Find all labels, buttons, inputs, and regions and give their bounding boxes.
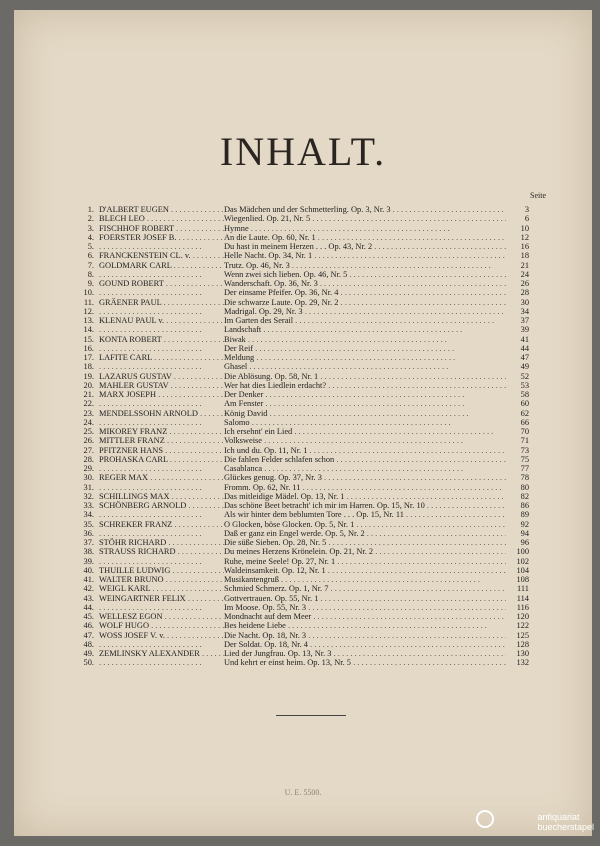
entry-work-text: König David xyxy=(224,408,268,418)
entry-number: 27. xyxy=(83,445,94,455)
entry-work-text: Ich und du. Op. 11, Nr. 1 xyxy=(224,445,308,455)
entry-work xyxy=(224,612,506,621)
entry-work-text: Am Fenster xyxy=(224,399,264,409)
entry-work-text: Das mitleidige Mädel. Op. 13, Nr. 1 xyxy=(224,491,345,501)
entry-work-text: Bes heidene Liebe xyxy=(224,621,286,631)
entry-page: 96 xyxy=(506,538,529,547)
entry-page: 116 xyxy=(506,603,529,612)
toc-entry xyxy=(74,473,534,482)
entry-number: 17. xyxy=(83,353,94,362)
toc-entry xyxy=(74,510,534,519)
entry-work-text: Lied der Jungfrau. Op. 13, Nr. 3 xyxy=(224,649,332,658)
entry-composer-text: PROHASKA CARL xyxy=(99,454,168,464)
toc-entry xyxy=(74,390,534,399)
entry-work-text: Landschaft xyxy=(224,325,262,335)
toc-entry xyxy=(74,316,534,325)
entry-number: 1. xyxy=(87,205,94,214)
entry-number: 32. xyxy=(83,491,94,501)
entry-work xyxy=(224,325,506,334)
entry-number: 21. xyxy=(83,390,94,399)
toc-entry xyxy=(74,575,534,584)
toc-entry xyxy=(74,436,534,445)
entry-work xyxy=(224,261,506,270)
entry-work xyxy=(224,621,506,630)
toc-entry xyxy=(74,520,534,529)
entry-page: 132 xyxy=(506,658,529,667)
entry-page: 62 xyxy=(506,409,529,418)
entry-number: 13. xyxy=(83,316,94,325)
entry-number: 47. xyxy=(83,630,94,640)
entry-work xyxy=(224,649,506,658)
entry-composer-text: FRANCKENSTEIN CL. v. xyxy=(99,251,191,261)
entry-number: 2. xyxy=(87,214,94,224)
entry-work xyxy=(224,446,506,455)
entry-work xyxy=(224,575,506,584)
toc-entry xyxy=(74,658,534,667)
toc-entry xyxy=(74,529,534,538)
entry-number: 38. xyxy=(83,547,94,557)
entry-composer-text: LAFITE CARL xyxy=(99,353,152,362)
entry-number: 40. xyxy=(83,565,94,575)
entry-work-text: Im Moose. Op. 55, Nr. 3 xyxy=(224,602,307,612)
entry-number: 48. xyxy=(83,639,94,649)
entry-work xyxy=(224,436,506,445)
entry-number: 15. xyxy=(83,334,94,344)
entry-number: 50. xyxy=(83,658,94,668)
toc-entry xyxy=(74,640,534,649)
entry-number: 30. xyxy=(83,473,94,483)
entry-work-text: Die schwarze Laute. Op. 29, Nr. 2 xyxy=(224,297,339,307)
entry-page: 82 xyxy=(506,492,529,501)
toc-entry xyxy=(74,557,534,566)
entry-work xyxy=(224,547,506,556)
entry-number: 4. xyxy=(87,232,94,242)
entry-page: 28 xyxy=(506,288,529,297)
toc-entry xyxy=(74,353,534,362)
entry-composer-text: MITTLER FRANZ xyxy=(99,436,165,446)
entry-composer-text: BLECH LEO xyxy=(99,214,145,224)
entry-work xyxy=(224,279,506,288)
entry-page: 26 xyxy=(506,279,529,288)
entry-number: 29. xyxy=(83,464,94,473)
entry-number: 49. xyxy=(83,649,94,658)
toc-entry xyxy=(74,288,534,297)
toc-entry xyxy=(74,631,534,640)
entry-composer-text: REGER MAX xyxy=(99,473,149,483)
entry-work-text: Wanderschaft. Op. 36, Nr. 3 xyxy=(224,279,318,288)
entry-work-text: Biwak xyxy=(224,334,246,344)
toc-entry xyxy=(74,427,534,436)
entry-work-text: Casablanca xyxy=(224,464,263,473)
entry-number: 42. xyxy=(83,584,94,594)
entry-work xyxy=(224,205,506,214)
toc-entry xyxy=(74,418,534,427)
entry-work xyxy=(224,316,506,325)
entry-number: 19. xyxy=(83,371,94,381)
entry-work-text: Salomo xyxy=(224,417,250,427)
entry-composer-text: SCHILLINGS MAX xyxy=(99,491,170,501)
entry-number: 41. xyxy=(83,575,94,584)
entry-number: 22. xyxy=(83,399,94,409)
entry-work xyxy=(224,473,506,482)
entry-number: 3. xyxy=(87,223,94,233)
entry-page: 66 xyxy=(506,418,529,427)
toc-entry xyxy=(74,270,534,279)
entry-page: 16 xyxy=(506,242,529,251)
entry-page: 94 xyxy=(506,529,529,538)
entry-number: 33. xyxy=(83,501,94,510)
entry-composer-text: MIKOREY FRANZ xyxy=(99,427,168,436)
entry-work-text: Meldung xyxy=(224,353,255,362)
entry-composer-text: FISCHHOF ROBERT xyxy=(99,223,174,233)
entry-work-text: Glückes genug. Op. 37, Nr. 3 xyxy=(224,473,322,483)
entry-work xyxy=(224,658,506,667)
entry-number: 23. xyxy=(83,408,94,418)
entry-page: 130 xyxy=(506,649,529,658)
entry-page: 41 xyxy=(506,335,529,344)
entry-work-text: Gottvertrauen. Op. 55, Nr. 1 xyxy=(224,593,319,603)
entry-work-text: Musikantengruß xyxy=(224,575,279,584)
entry-composer-text: ZEMLINSKY ALEXANDER xyxy=(99,649,200,658)
entry-work xyxy=(224,344,506,353)
page-title: INHALT. xyxy=(219,129,387,174)
entry-work-text: Der Soldat. Op. 18, Nr. 4 xyxy=(224,639,308,649)
entry-composer-text: LAZARUS GUSTAV xyxy=(99,371,172,381)
entry-composer-text: WALTER BRUNO xyxy=(99,575,164,584)
entry-page: 53 xyxy=(506,381,529,390)
entry-page: 73 xyxy=(506,446,529,455)
toc-entry xyxy=(74,372,534,381)
entry-work xyxy=(224,538,506,547)
toc-entry xyxy=(74,307,534,316)
toc-entry xyxy=(74,584,534,593)
entry-work xyxy=(224,640,506,649)
entry-work-text: Das Mädchen und der Schmetterling. Op. 3, Nr. 3 xyxy=(224,205,391,214)
entry-composer-text: WEINGARTNER FELIX xyxy=(99,593,186,603)
entry-composer-text: GRÄENER PAUL xyxy=(99,297,162,307)
entry-work-text: Das schöne Beet betracht' ich mir im Harren. Op. 15, Nr. 10 xyxy=(224,501,425,510)
entry-composer-text: GOUND ROBERT xyxy=(99,279,164,288)
entry-number: 6. xyxy=(87,251,94,261)
toc-entry xyxy=(74,649,534,658)
entry-composer-text: WOLF HUGO xyxy=(99,621,150,631)
entry-work-text: Als wir hinter dem beblumten Tore . . . Op. 15, Nr. 11 xyxy=(224,510,404,520)
entry-page: 47 xyxy=(506,353,529,362)
entry-work xyxy=(224,520,506,529)
toc-entry xyxy=(74,409,534,418)
entry-composer-text: PFITZNER HANS xyxy=(99,445,163,455)
entry-work-text: Der Denker xyxy=(224,390,264,399)
entry-page: 30 xyxy=(506,298,529,307)
entry-work-text: Und kehrt er einst heim. Op. 13, Nr. 5 xyxy=(224,658,351,668)
entry-composer-text: WELLESZ EGON xyxy=(99,612,163,621)
entry-number: 5. xyxy=(87,242,94,251)
entry-work-text: Trutz. Op. 46, Nr. 3 xyxy=(224,260,290,270)
toc-entry xyxy=(74,492,534,501)
entry-number: 46. xyxy=(83,621,94,631)
entry-number: 18. xyxy=(83,362,94,372)
entry-work xyxy=(224,455,506,464)
entry-work-text: Daß er ganz ein Engel werde. Op. 5, Nr. 2 xyxy=(224,528,365,538)
entry-work xyxy=(224,501,506,510)
entry-page: 12 xyxy=(506,233,529,242)
entry-work-text: Du meines Herzens Krönelein. Op. 21, Nr. 2 xyxy=(224,547,374,557)
entry-composer-text: MENDELSSOHN ARNOLD xyxy=(99,408,198,418)
entry-composer-text: MARX JOSEPH xyxy=(99,390,157,399)
entry-work xyxy=(224,353,506,362)
entry-work-text: Du hast in meinem Herzen . . . Op. 43, Nr. 2 xyxy=(224,242,373,251)
entry-number: 36. xyxy=(83,528,94,538)
entry-page: 75 xyxy=(506,455,529,464)
entry-number: 26. xyxy=(83,436,94,446)
entry-work xyxy=(224,566,506,575)
entry-work xyxy=(224,584,506,593)
toc-entry xyxy=(74,224,534,233)
entry-page: 24 xyxy=(506,270,529,279)
entry-work xyxy=(224,464,506,473)
entry-work-text: Wiegenlied. Op. 21, Nr. 5 xyxy=(224,214,311,224)
toc-entry xyxy=(74,538,534,547)
toc-entry xyxy=(74,251,534,260)
entry-work xyxy=(224,362,506,371)
entry-work-text: An die Laute. Op. 60, Nr. 1 xyxy=(224,232,316,242)
entry-composer-text: SCHÖNBERG ARNOLD xyxy=(99,501,187,510)
toc-entry xyxy=(74,381,534,390)
entry-work xyxy=(224,594,506,603)
entry-number: 31. xyxy=(83,482,94,492)
toc-entry xyxy=(74,298,534,307)
entry-page: 114 xyxy=(506,594,529,603)
entry-work xyxy=(224,399,506,408)
toc-entry xyxy=(74,399,534,408)
entry-page: 70 xyxy=(506,427,529,436)
entry-number: 11. xyxy=(83,297,94,307)
entry-composer-text: GOLDMARK CARL xyxy=(99,260,172,270)
entry-page: 10 xyxy=(506,224,529,233)
entry-page: 86 xyxy=(506,501,529,510)
toc-entry xyxy=(74,455,534,464)
entry-work-text: Die fahlen Felder schlafen schon xyxy=(224,454,335,464)
entry-work-text: Die Ablösung. Op. 58, Nr. 1 xyxy=(224,371,319,381)
toc-entry xyxy=(74,483,534,492)
entry-page: 3 xyxy=(506,205,529,214)
entry-page: 80 xyxy=(506,483,529,492)
entry-work xyxy=(224,427,506,436)
entry-page: 39 xyxy=(506,325,529,334)
toc-entry xyxy=(74,261,534,270)
entry-number: 12. xyxy=(83,306,94,316)
entry-work xyxy=(224,214,506,223)
entry-page: 111 xyxy=(506,584,529,593)
entry-number: 9. xyxy=(87,279,94,288)
entry-work-text: Der einsame Pfeifer. Op. 36, Nr. 4 xyxy=(224,288,339,298)
entry-work-text: Ruhe, meine Seele! Op. 27, Nr. 1 xyxy=(224,556,336,566)
toc-entry xyxy=(74,242,534,251)
toc-entry xyxy=(74,233,534,242)
catalog-number: U. E. 5500. xyxy=(284,788,322,797)
entry-page: 60 xyxy=(506,399,529,408)
watermark xyxy=(537,812,594,832)
entry-composer-text: WOSS JOSEF V. v. xyxy=(99,630,165,640)
entry-composer-text: STÖHR RICHARD xyxy=(99,538,167,547)
entry-work-text: Im Garten des Serail xyxy=(224,316,294,325)
toc-entry xyxy=(74,205,534,214)
entry-work xyxy=(224,288,506,297)
entry-work xyxy=(224,224,506,233)
toc-entry xyxy=(74,603,534,612)
entry-page: 102 xyxy=(506,557,529,566)
entry-number: 45. xyxy=(83,612,94,621)
entry-page: 21 xyxy=(506,261,529,270)
entry-work-text: Fromm. Op. 62, Nr. 11 xyxy=(224,482,301,492)
entry-page: 120 xyxy=(506,612,529,621)
entry-number: 14. xyxy=(83,325,94,335)
entry-page: 78 xyxy=(506,473,529,482)
entry-number: 35. xyxy=(83,519,94,529)
entry-work-text: Volksweise xyxy=(224,436,262,446)
toc-entry xyxy=(74,335,534,344)
entry-page: 128 xyxy=(506,640,529,649)
entry-page: 104 xyxy=(506,566,529,575)
entry-number: 10. xyxy=(83,288,94,298)
watermark-line-1: antiquariat xyxy=(537,812,580,822)
toc-entry xyxy=(74,214,534,223)
entry-work xyxy=(224,233,506,242)
entry-page: 108 xyxy=(506,575,529,584)
entry-work-text: Schmied Schmerz. Op. 1, Nr. 7 xyxy=(224,584,329,594)
entry-composer-text: SCHREKER FRANZ xyxy=(99,519,173,529)
document-page xyxy=(14,10,592,836)
entry-page: 18 xyxy=(506,251,529,260)
entry-number: 43. xyxy=(83,593,94,603)
entry-work-text: Ghasel xyxy=(224,362,248,372)
toc-entry xyxy=(74,621,534,630)
entry-work-text: O Glocken, böse Glocken. Op. 5, Nr. 1 xyxy=(224,519,355,529)
entry-page: 49 xyxy=(506,362,529,371)
toc-entry xyxy=(74,362,534,371)
entry-composer-text: WEIGL KARL xyxy=(99,584,151,594)
entry-composer-text: MAHLER GUSTAV xyxy=(99,380,169,390)
entry-page: 44 xyxy=(506,344,529,353)
entry-page: 77 xyxy=(506,464,529,473)
toc-entry xyxy=(74,446,534,455)
entry-work xyxy=(224,492,506,501)
toc-entry xyxy=(74,325,534,334)
entry-work xyxy=(224,483,506,492)
seite-header: Seite xyxy=(530,191,546,200)
entry-number: 8. xyxy=(87,269,94,279)
entry-composer-text: FOERSTER JOSEF B. xyxy=(99,232,177,242)
entry-page: 122 xyxy=(506,621,529,630)
entry-work xyxy=(224,335,506,344)
entry-page: 92 xyxy=(506,520,529,529)
entry-work xyxy=(224,307,506,316)
entry-work xyxy=(224,251,506,260)
entry-work-text: Die Nacht. Op. 18, Nr. 3 xyxy=(224,630,307,640)
entry-page: 89 xyxy=(506,510,529,519)
toc-entry xyxy=(74,566,534,575)
entry-work xyxy=(224,372,506,381)
entry-work xyxy=(224,603,506,612)
entry-work-text: Die süße Sieben. Op. 28, Nr. 5 xyxy=(224,538,327,547)
entry-work-text: Helle Nacht. Op. 34, Nr. 1 xyxy=(224,251,313,261)
entry-composer-text: STRAUSS RICHARD xyxy=(99,547,176,557)
toc-entry xyxy=(74,501,534,510)
entry-work xyxy=(224,390,506,399)
entry-page: 71 xyxy=(506,436,529,445)
entry-number: 44. xyxy=(83,602,94,612)
entry-page: 34 xyxy=(506,307,529,316)
entry-work-text: Ich ersehnt' ein Lied xyxy=(224,427,293,436)
entry-number: 20. xyxy=(83,380,94,390)
toc-entry xyxy=(74,547,534,556)
entry-work-text: Madrigal. Op. 29, Nr. 3 xyxy=(224,306,303,316)
toc-entry xyxy=(74,464,534,473)
entry-number: 16. xyxy=(83,343,94,353)
entry-number: 24. xyxy=(83,417,94,427)
toc-entry xyxy=(74,612,534,621)
entry-work xyxy=(224,242,506,251)
entry-number: 37. xyxy=(83,538,94,547)
table-of-contents xyxy=(74,205,534,668)
entry-page: 58 xyxy=(506,390,529,399)
entry-work xyxy=(224,631,506,640)
entry-work-text: Hymne xyxy=(224,223,249,233)
entry-work-text: Waldeinsamkeit. Op. 12, Nr. 1 xyxy=(224,565,326,575)
divider xyxy=(276,715,346,716)
entry-number: 34. xyxy=(83,510,94,520)
entry-number: 7. xyxy=(87,260,94,270)
toc-entry xyxy=(74,594,534,603)
entry-work xyxy=(224,298,506,307)
entry-work-text: Mondnacht auf dem Meer xyxy=(224,612,312,621)
entry-number: 25. xyxy=(83,427,94,436)
entry-page: 52 xyxy=(506,372,529,381)
toc-entry xyxy=(74,344,534,353)
watermark-logo-icon xyxy=(476,810,494,828)
entry-work xyxy=(224,270,506,279)
entry-work xyxy=(224,529,506,538)
entry-page: 37 xyxy=(506,316,529,325)
toc-entry xyxy=(74,279,534,288)
entry-work-text: Wer hat dies Liedlein erdacht? xyxy=(224,380,327,390)
entry-composer-text: THUILLE LUDWIG xyxy=(99,565,171,575)
entry-page: 125 xyxy=(506,631,529,640)
entry-work xyxy=(224,381,506,390)
entry-number: 28. xyxy=(83,454,94,464)
entry-page: 100 xyxy=(506,547,529,556)
entry-composer-text: KLENAU PAUL v. xyxy=(99,316,165,325)
entry-work-text: Wenn zwei sich lieben. Op. 46, Nr. 5 xyxy=(224,269,348,279)
entry-work xyxy=(224,510,506,519)
entry-work xyxy=(224,418,506,427)
entry-composer-text: KONTA ROBERT xyxy=(99,334,162,344)
entry-number: 39. xyxy=(83,556,94,566)
watermark-line-2: buecherstapel xyxy=(537,822,594,832)
entry-work-text: Der Reif xyxy=(224,343,254,353)
entry-page: 6 xyxy=(506,214,529,223)
entry-composer-text: D'ALBERT EUGEN xyxy=(99,205,169,214)
entry-work xyxy=(224,409,506,418)
entry-work xyxy=(224,557,506,566)
